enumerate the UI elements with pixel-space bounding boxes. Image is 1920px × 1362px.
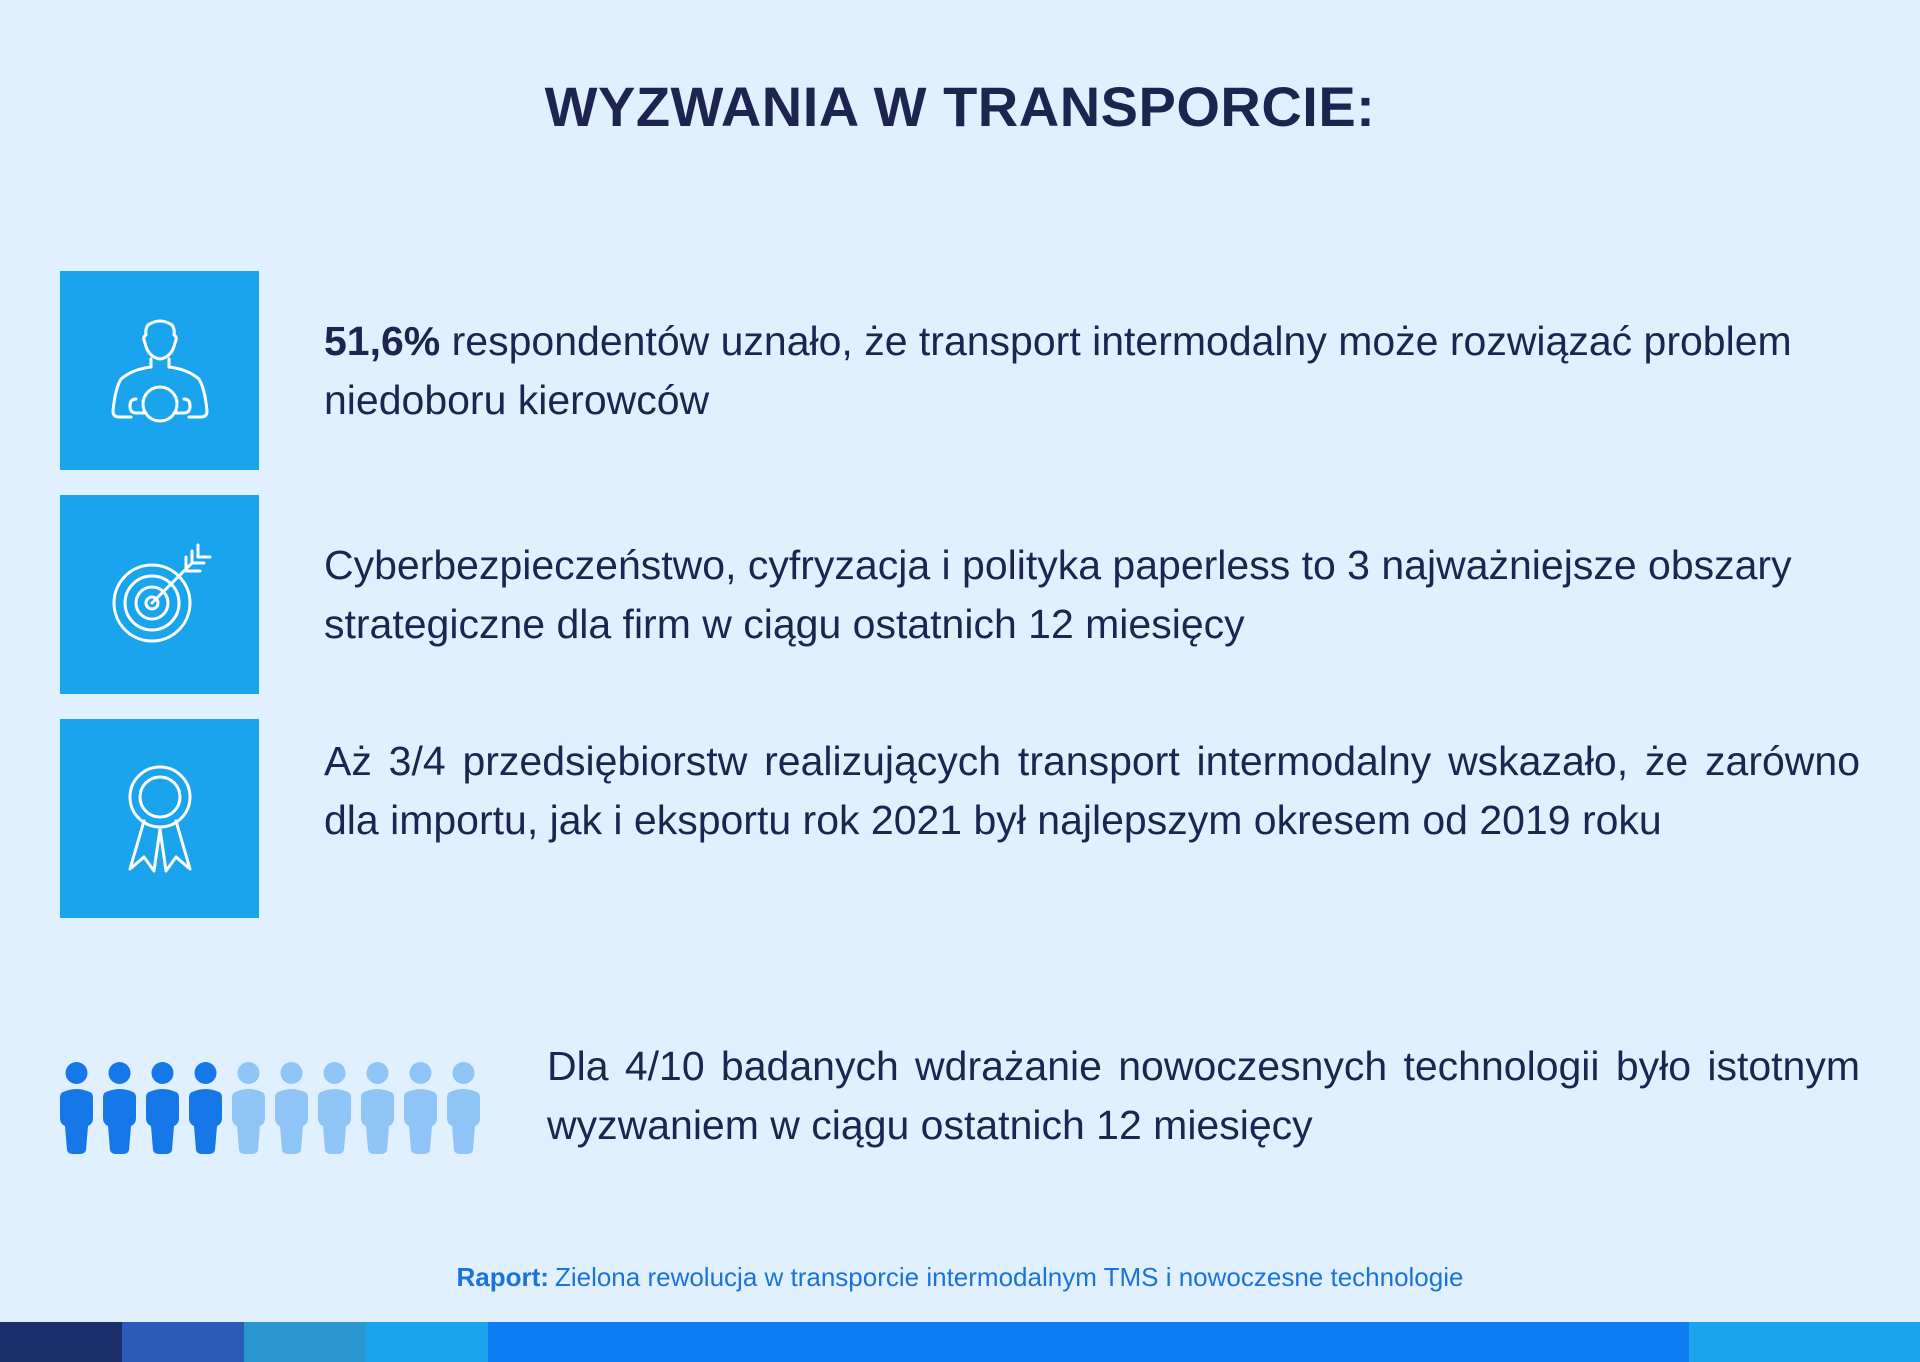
challenge-text bbox=[324, 312, 1860, 430]
person-icon-highlighted bbox=[189, 1062, 222, 1154]
icon-box bbox=[60, 719, 259, 918]
challenge-item-drivers bbox=[60, 271, 1860, 470]
target-arrow-icon bbox=[100, 535, 220, 655]
bottom-color-bar bbox=[0, 1322, 1920, 1362]
bar-segment bbox=[122, 1322, 244, 1362]
highlight-value: 51,6% bbox=[324, 318, 441, 364]
source-label: Raport: bbox=[456, 1262, 549, 1292]
award-ribbon-icon bbox=[100, 759, 220, 879]
person-icon bbox=[361, 1062, 394, 1154]
challenge-text: Cyberbezpieczeństwo, cyfryzacja i polityka paperless to 3 najważniejsze obszary strategiczne dla firm w ciągu ostatnich 12 miesięcy bbox=[324, 542, 1792, 647]
driver-steering-wheel-icon bbox=[100, 311, 220, 431]
icon-box bbox=[60, 271, 259, 470]
source-title: Zielona rewolucja w transporcie intermodalnym TMS i nowoczesne technologie bbox=[554, 1262, 1464, 1292]
person-icon-highlighted bbox=[146, 1062, 179, 1154]
bar-segment bbox=[1689, 1322, 1920, 1362]
bar-segment bbox=[488, 1322, 1689, 1362]
bar-segment bbox=[0, 1322, 122, 1362]
challenge-text-body: respondentów uznało, że transport intermodalny może rozwiązać problem niedoboru kierowców bbox=[324, 318, 1792, 423]
person-icon-highlighted bbox=[103, 1062, 136, 1154]
challenge-text: Aż 3/4 przedsiębiorstw realizujących transport intermodalny wskazało, że zarówno dla importu, jak i eksportu rok 2021 był najlepszym okresem od 2019 roku bbox=[324, 738, 1860, 843]
people-infographic bbox=[60, 1062, 480, 1154]
challenge-item-strategy bbox=[60, 495, 1860, 694]
person-icon bbox=[404, 1062, 437, 1154]
bar-segment bbox=[244, 1322, 366, 1362]
bar-segment bbox=[366, 1322, 488, 1362]
person-icon bbox=[447, 1062, 480, 1154]
icon-box bbox=[60, 495, 259, 694]
challenge-item-import-export bbox=[60, 719, 1860, 918]
person-icon bbox=[318, 1062, 351, 1154]
person-icon bbox=[275, 1062, 308, 1154]
person-icon bbox=[232, 1062, 265, 1154]
people-stat-text: Dla 4/10 badanych wdrażanie nowoczesnych technologii było istotnym wyzwaniem w ciągu ostatnich 12 miesięcy bbox=[547, 1043, 1860, 1148]
person-icon-highlighted bbox=[60, 1062, 93, 1154]
page-title: WYZWANIA W TRANSPORCIE: bbox=[544, 75, 1376, 138]
report-source bbox=[0, 1262, 1920, 1293]
